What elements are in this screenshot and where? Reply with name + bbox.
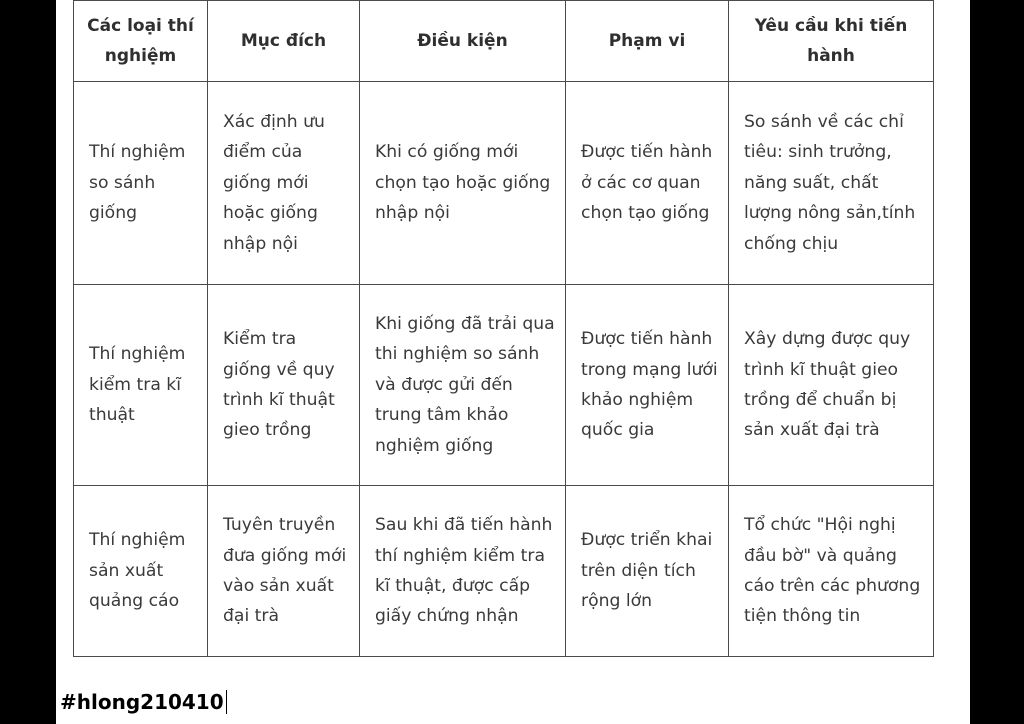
- header-requirements: Yêu cầu khi tiến hành: [729, 1, 934, 82]
- header-experiment-type: Các loại thí nghiệm: [74, 1, 208, 82]
- table-cell: Thí nghiệm sản xuất quảng cáo: [74, 486, 208, 657]
- table-cell: Xác định ưu điểm của giống mới hoặc giống nhập nội: [208, 82, 360, 285]
- table-cell: Được tiến hành ở các cơ quan chọn tạo giống: [566, 82, 729, 285]
- author-tag-text: #hlong210410: [60, 690, 224, 714]
- author-tag: [60, 690, 227, 714]
- table-cell: Kiểm tra giống về quy trình kĩ thuật gieo trồng: [208, 285, 360, 486]
- table-row: [74, 285, 934, 486]
- table-cell: So sánh về các chỉ tiêu: sinh trưởng, năng suất, chất lượng nông sản,tính chống chịu: [729, 82, 934, 285]
- table-cell: Khi có giống mới chọn tạo hoặc giống nhập nội: [360, 82, 566, 285]
- table-cell: Khi giống đã trải qua thi nghiệm so sánh và được gửi đến trung tâm khảo nghiệm giống: [360, 285, 566, 486]
- table-cell: Thí nghiệm so sánh giống: [74, 82, 208, 285]
- header-conditions: Điều kiện: [360, 1, 566, 82]
- table-row: [74, 82, 934, 285]
- text-cursor: [226, 690, 228, 714]
- header-scope: Phạm vi: [566, 1, 729, 82]
- table-cell: Tổ chức "Hội nghị đầu bờ" và quảng cáo trên các phương tiện thông tin: [729, 486, 934, 657]
- table-cell: Xây dựng được quy trình kĩ thuật gieo trồng để chuẩn bị sản xuất đại trà: [729, 285, 934, 486]
- table-cell: Thí nghiệm kiểm tra kĩ thuật: [74, 285, 208, 486]
- header-purpose: Mục đích: [208, 1, 360, 82]
- table-cell: Được triển khai trên diện tích rộng lớn: [566, 486, 729, 657]
- table-cell: Được tiến hành trong mạng lưới khảo nghiệm quốc gia: [566, 285, 729, 486]
- table-cell: Sau khi đã tiến hành thí nghiệm kiểm tra kĩ thuật, được cấp giấy chứng nhận: [360, 486, 566, 657]
- document-page: [56, 0, 970, 724]
- table-header-row: [74, 1, 934, 82]
- table-cell: Tuyên truyền đưa giống mới vào sản xuất đại trà: [208, 486, 360, 657]
- table-row: [74, 486, 934, 657]
- experiment-types-table: [73, 0, 934, 657]
